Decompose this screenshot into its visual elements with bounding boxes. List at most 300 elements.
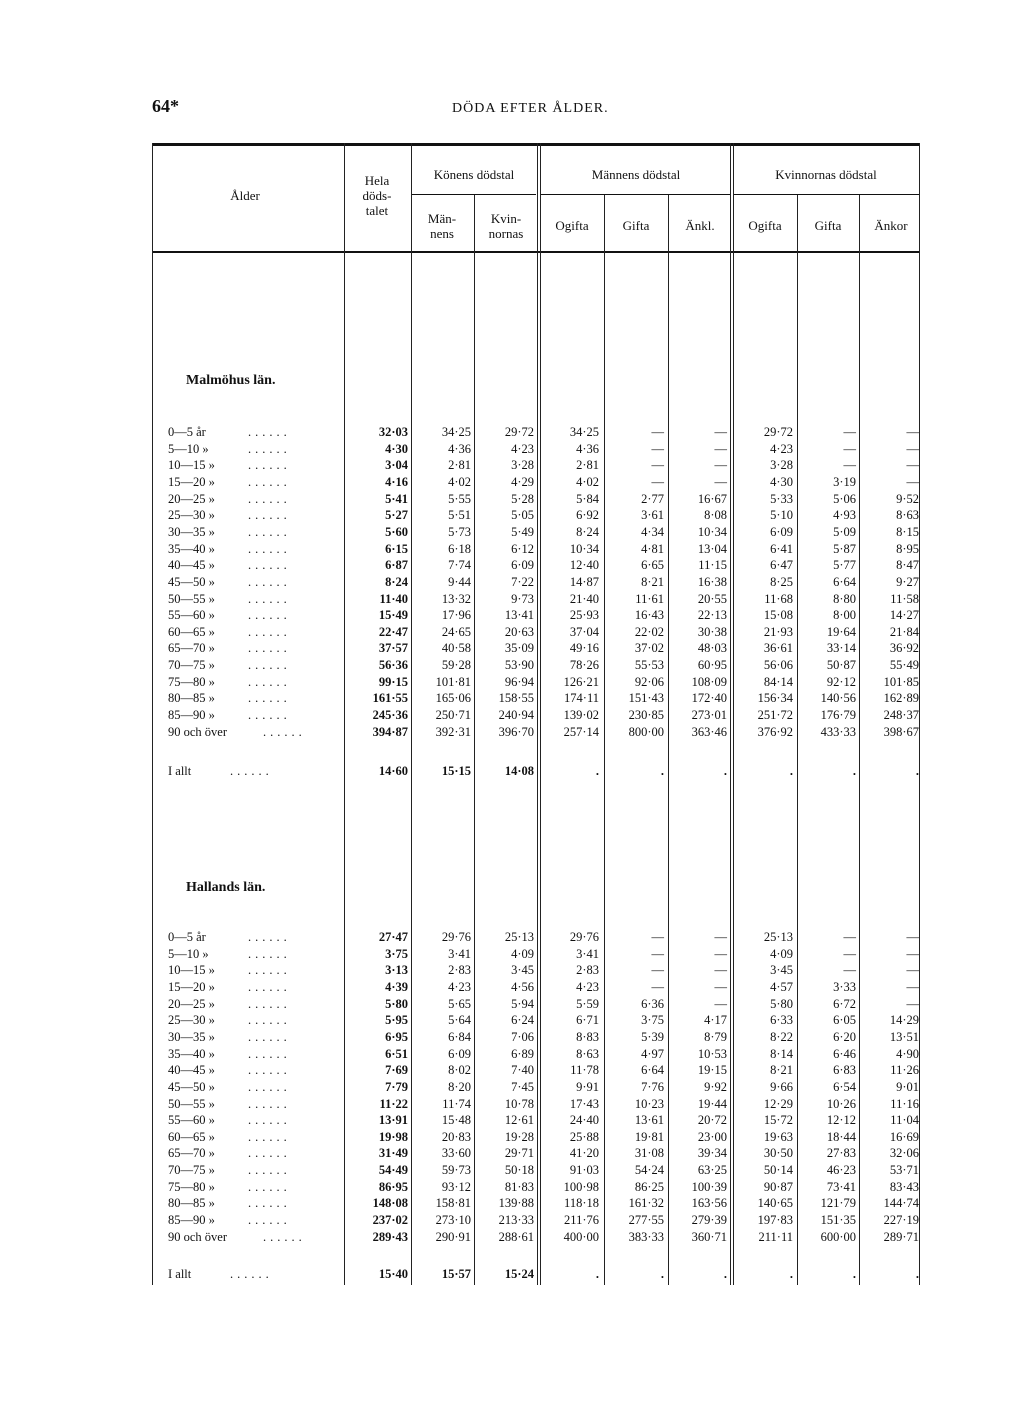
table-cell: 21·40	[569, 591, 599, 606]
age-label: 15—20 » ......	[168, 474, 291, 489]
table-cell: 8·63	[576, 1046, 599, 1061]
header-ankl: Änkl.	[685, 218, 715, 233]
table-cell: 31·49	[378, 1146, 408, 1161]
leader-dots: ......	[248, 508, 291, 523]
age-label: 75—80 » ......	[168, 1179, 291, 1194]
table-cell: —	[906, 441, 919, 456]
table-cell: 8·21	[641, 574, 664, 589]
table-cell: 161·55	[372, 691, 408, 706]
age-label: 90 och över ......	[168, 1229, 306, 1244]
table-cell: —	[651, 474, 664, 489]
table-cell: 3·45	[511, 963, 534, 978]
table-cell: 101·81	[435, 674, 471, 689]
table-cell: 211·11	[758, 1229, 793, 1244]
table-cell: 15·49	[378, 608, 408, 623]
age-label: 60—65 » ......	[168, 624, 291, 639]
table-cell: 433·33	[820, 724, 856, 739]
table-cell: 4·23	[576, 979, 599, 994]
table-cell: 6·18	[448, 541, 471, 556]
table-cell: 100·39	[691, 1179, 727, 1194]
table-cell: 3·41	[448, 946, 471, 961]
table-cell: 9·44	[448, 574, 471, 589]
table-row	[0, 1063, 1024, 1080]
table-cell: 139·02	[563, 708, 599, 723]
table-cell: 10·53	[697, 1046, 727, 1061]
table-cell: 376·92	[757, 724, 793, 739]
table-cell: —	[906, 930, 919, 944]
table-cell: 6·72	[833, 996, 856, 1011]
table-cell: 55·49	[889, 658, 919, 673]
table-cell: 37·02	[634, 641, 664, 656]
table-cell: 33·14	[826, 641, 856, 656]
table-cell: 7·45	[511, 1079, 534, 1094]
header-mannens-sub: Män- nens	[427, 211, 457, 241]
table-cell: 50·87	[826, 658, 856, 673]
table-row	[0, 1146, 1024, 1163]
leader-dots: ......	[248, 708, 291, 723]
table-cell: 5·27	[385, 508, 408, 523]
table-cell: 6·95	[385, 1029, 408, 1044]
table-cell: 29·76	[569, 930, 599, 944]
leader-dots: ......	[248, 558, 291, 573]
leader-dots: ......	[248, 541, 291, 556]
table-cell: 5·10	[770, 508, 793, 523]
table-cell: 211·76	[564, 1213, 599, 1228]
table-cell: 4·29	[511, 474, 534, 489]
table-cell: —	[843, 425, 856, 439]
table-row	[0, 592, 1024, 609]
table-cell: 172·40	[691, 691, 727, 706]
table-cell: 36·61	[763, 641, 793, 656]
table-cell: 5·87	[833, 541, 856, 556]
table-cell: 8·22	[770, 1029, 793, 1044]
total-cell: .	[789, 1267, 793, 1281]
table-cell: 14·27	[889, 608, 919, 623]
leader-dots: ......	[248, 608, 291, 623]
table-cell: 5·51	[448, 508, 471, 523]
table-cell: 20·55	[697, 591, 727, 606]
table-cell: 50·18	[504, 1163, 534, 1178]
leader-dots: ......	[248, 1063, 291, 1078]
table-cell: 13·41	[504, 608, 534, 623]
table-cell: 22·47	[378, 624, 408, 639]
table-cell: 84·14	[763, 674, 793, 689]
table-cell: 16·69	[889, 1129, 919, 1144]
header-gifta-kvinna: Gifta	[814, 218, 842, 233]
table-cell: 37·04	[569, 624, 599, 639]
table-cell: 20·72	[697, 1113, 727, 1128]
table-cell: 148·08	[372, 1196, 408, 1211]
table-cell: 383·33	[628, 1229, 664, 1244]
age-label: 40—45 » ......	[168, 1063, 291, 1078]
table-cell: 273·01	[691, 708, 727, 723]
table-cell: 2·81	[576, 458, 599, 473]
age-label: 15—20 » ......	[168, 979, 291, 994]
table-cell: 3·28	[770, 458, 793, 473]
table-cell: 176·79	[820, 708, 856, 723]
age-label: 50—55 » ......	[168, 1096, 291, 1111]
age-label: 10—15 » ......	[168, 458, 291, 473]
table-cell: 227·19	[883, 1213, 919, 1228]
total-cell: 15·24	[504, 1267, 534, 1281]
table-cell: 158·55	[498, 691, 534, 706]
table-cell: 162·89	[883, 691, 919, 706]
table-cell: 19·64	[826, 624, 856, 639]
leader-dots: ......	[248, 979, 291, 994]
table-cell: 6·46	[833, 1046, 856, 1061]
table-cell: 24·40	[569, 1113, 599, 1128]
table-cell: 40·58	[441, 641, 471, 656]
table-cell: 289·71	[883, 1229, 919, 1244]
total-cell: .	[660, 764, 664, 778]
table-cell: 8·20	[448, 1079, 471, 1094]
table-row	[0, 558, 1024, 575]
table-cell: 93·12	[441, 1179, 471, 1194]
table-row	[0, 1047, 1024, 1064]
table-row	[0, 508, 1024, 525]
table-cell: 6·64	[641, 1063, 664, 1078]
table-cell: 156·34	[757, 691, 793, 706]
table-row	[0, 458, 1024, 475]
table-cell: —	[843, 963, 856, 978]
leader-dots: ......	[248, 1163, 291, 1178]
table-cell: 63·25	[697, 1163, 727, 1178]
table-cell: 12·40	[569, 558, 599, 573]
table-cell: 6·89	[511, 1046, 534, 1061]
table-cell: 3·04	[385, 458, 408, 473]
table-cell: 288·61	[498, 1229, 534, 1244]
table-cell: 151·43	[628, 691, 664, 706]
table-cell: 15·72	[763, 1113, 793, 1128]
table-cell: 6·47	[770, 558, 793, 573]
table-row	[0, 691, 1024, 708]
table-row	[0, 425, 1024, 442]
leader-dots: ......	[248, 1146, 291, 1161]
age-label: 30—35 » ......	[168, 524, 291, 539]
table-cell: 54·49	[378, 1163, 408, 1178]
table-cell: 9·52	[896, 491, 919, 506]
table-cell: 86·95	[378, 1179, 408, 1194]
table-cell: 8·02	[448, 1063, 471, 1078]
table-cell: 19·63	[763, 1129, 793, 1144]
table-cell: 6·71	[576, 1013, 599, 1028]
table-cell: 2·83	[448, 963, 471, 978]
table-cell: 20·83	[441, 1129, 471, 1144]
leader-dots: ......	[263, 1229, 306, 1244]
table-row	[0, 980, 1024, 997]
leader-dots: ......	[248, 641, 291, 656]
table-cell: 48·03	[697, 641, 727, 656]
age-label: 45—50 » ......	[168, 1079, 291, 1094]
table-cell: 96·94	[504, 674, 534, 689]
table-cell: 8·15	[896, 524, 919, 539]
table-cell: 2·77	[641, 491, 664, 506]
table-cell: 392·31	[435, 724, 471, 739]
table-cell: 7·74	[448, 558, 471, 573]
age-label: 75—80 » ......	[168, 674, 291, 689]
table-cell: 6·92	[576, 508, 599, 523]
table-cell: 13·61	[634, 1113, 664, 1128]
total-cell: 14·08	[504, 764, 534, 778]
table-cell: 13·32	[441, 591, 471, 606]
leader-dots: ......	[248, 1113, 291, 1128]
table-cell: 25·88	[569, 1129, 599, 1144]
leader-dots: ......	[248, 1179, 291, 1194]
age-label: 45—50 » ......	[168, 574, 291, 589]
table-cell: —	[651, 425, 664, 439]
table-cell: 8·63	[896, 508, 919, 523]
table-cell: 17·96	[441, 608, 471, 623]
table-cell: —	[843, 441, 856, 456]
total-cell: .	[660, 1267, 664, 1281]
table-row	[0, 997, 1024, 1014]
table-cell: 6·36	[641, 996, 664, 1011]
total-cell: .	[852, 1267, 856, 1281]
table-cell: 4·93	[833, 508, 856, 523]
table-cell: 230·85	[628, 708, 664, 723]
leader-dots: ......	[248, 930, 291, 944]
table-cell: 4·17	[704, 1013, 727, 1028]
table-cell: 5·06	[833, 491, 856, 506]
table-cell: 8·83	[576, 1029, 599, 1044]
table-row	[0, 1080, 1024, 1097]
table-cell: 6·09	[448, 1046, 471, 1061]
table-cell: 5·60	[385, 524, 408, 539]
table-cell: 363·46	[691, 724, 727, 739]
table-cell: 6·15	[385, 541, 408, 556]
table-cell: —	[714, 425, 727, 439]
table-row	[0, 1196, 1024, 1213]
age-label: 85—90 » ......	[168, 708, 291, 723]
table-cell: 27·83	[826, 1146, 856, 1161]
table-cell: 50·14	[763, 1163, 793, 1178]
table-cell: 10·34	[697, 524, 727, 539]
table-cell: 92·12	[826, 674, 856, 689]
table-cell: —	[906, 474, 919, 489]
header-ogifta-kvinna: Ogifta	[748, 218, 782, 233]
age-label: 50—55 » ......	[168, 591, 291, 606]
section-title-hallands: Hallands län.	[186, 880, 266, 895]
table-cell: 151·35	[820, 1213, 856, 1228]
table-cell: 5·59	[576, 996, 599, 1011]
table-cell: —	[906, 996, 919, 1011]
table-cell: 25·13	[504, 930, 534, 944]
table-cell: 31·08	[634, 1146, 664, 1161]
table-cell: 4·34	[641, 524, 664, 539]
table-row	[0, 492, 1024, 509]
total-row	[0, 764, 1024, 781]
table-cell: 41·20	[569, 1146, 599, 1161]
table-cell: 6·12	[511, 541, 534, 556]
table-cell: 251·72	[757, 708, 793, 723]
leader-dots: ......	[248, 1096, 291, 1111]
age-label: 5—10 » ......	[168, 946, 291, 961]
table-cell: —	[906, 458, 919, 473]
table-cell: 400·00	[563, 1229, 599, 1244]
table-cell: 5·94	[511, 996, 534, 1011]
table-cell: 11·16	[890, 1096, 919, 1111]
table-cell: 5·77	[833, 558, 856, 573]
table-row	[0, 575, 1024, 592]
table-cell: 36·92	[889, 641, 919, 656]
age-label: 25—30 » ......	[168, 508, 291, 523]
table-cell: 21·84	[889, 624, 919, 639]
table-cell: —	[651, 930, 664, 944]
table-cell: 20·63	[504, 624, 534, 639]
table-cell: —	[651, 946, 664, 961]
table-cell: 161·32	[628, 1196, 664, 1211]
table-cell: 4·02	[576, 474, 599, 489]
table-row	[0, 608, 1024, 625]
table-cell: 9·91	[576, 1079, 599, 1094]
table-cell: 3·41	[576, 946, 599, 961]
age-label: 0—5 år ......	[168, 930, 291, 944]
table-cell: 19·28	[504, 1129, 534, 1144]
header-alder: Ålder	[230, 188, 260, 203]
table-cell: 4·97	[641, 1046, 664, 1061]
table-cell: 12·29	[763, 1096, 793, 1111]
table-cell: 4·09	[511, 946, 534, 961]
table-cell: 140·65	[757, 1196, 793, 1211]
table-cell: 4·23	[770, 441, 793, 456]
leader-dots: ......	[248, 1129, 291, 1144]
leader-dots: ......	[248, 458, 291, 473]
table-cell: 10·78	[504, 1096, 534, 1111]
table-row	[0, 1130, 1024, 1147]
age-label: 35—40 » ......	[168, 541, 291, 556]
table-cell: 33·60	[441, 1146, 471, 1161]
table-row	[0, 725, 1024, 742]
table-cell: 3·33	[833, 979, 856, 994]
table-cell: 4·57	[770, 979, 793, 994]
table-row	[0, 641, 1024, 658]
table-cell: 6·64	[833, 574, 856, 589]
table-cell: 16·67	[697, 491, 727, 506]
table-cell: 6·20	[833, 1029, 856, 1044]
table-cell: 3·13	[385, 963, 408, 978]
table-cell: 8·79	[704, 1029, 727, 1044]
age-label: 5—10 » ......	[168, 441, 291, 456]
leader-dots: ......	[248, 1029, 291, 1044]
age-label: 40—45 » ......	[168, 558, 291, 573]
table-row	[0, 625, 1024, 642]
table-cell: —	[651, 441, 664, 456]
table-cell: 163·56	[691, 1196, 727, 1211]
table-cell: 396·70	[498, 724, 534, 739]
table-row	[0, 1163, 1024, 1180]
age-label: 20—25 » ......	[168, 491, 291, 506]
leader-dots: ......	[248, 491, 291, 506]
table-cell: 4·23	[448, 979, 471, 994]
table-cell: 237·02	[372, 1213, 408, 1228]
leader-dots: ......	[248, 963, 291, 978]
leader-dots: ......	[248, 524, 291, 539]
table-cell: 6·87	[385, 558, 408, 573]
table-cell: 15·08	[763, 608, 793, 623]
table-cell: 3·75	[385, 946, 408, 961]
table-cell: 37·57	[378, 641, 408, 656]
table-cell: 5·41	[385, 491, 408, 506]
table-cell: 6·65	[641, 558, 664, 573]
table-row	[0, 475, 1024, 492]
table-cell: 19·15	[697, 1063, 727, 1078]
table-cell: 7·40	[511, 1063, 534, 1078]
leader-dots: ......	[248, 658, 291, 673]
table-cell: —	[714, 474, 727, 489]
table-cell: 15·48	[441, 1113, 471, 1128]
table-cell: 5·80	[770, 996, 793, 1011]
table-row	[0, 675, 1024, 692]
table-cell: 53·71	[889, 1163, 919, 1178]
table-cell: 22·13	[697, 608, 727, 623]
table-cell: 9·27	[896, 574, 919, 589]
table-cell: 4·36	[448, 441, 471, 456]
table-cell: 7·79	[385, 1079, 408, 1094]
table-cell: 6·84	[448, 1029, 471, 1044]
leader-dots: ......	[248, 1079, 291, 1094]
table-cell: 290·91	[435, 1229, 471, 1244]
table-cell: 46·23	[826, 1163, 856, 1178]
table-cell: —	[906, 425, 919, 439]
table-cell: 83·43	[889, 1179, 919, 1194]
table-cell: 4·30	[385, 441, 408, 456]
table-cell: 3·61	[641, 508, 664, 523]
table-cell: 108·09	[691, 674, 727, 689]
leader-dots: ......	[248, 1213, 291, 1228]
table-cell: 11·74	[442, 1096, 471, 1111]
table-cell: 4·09	[770, 946, 793, 961]
table-cell: 158·81	[435, 1196, 471, 1211]
age-label: 30—35 » ......	[168, 1029, 291, 1044]
leader-dots: ......	[248, 474, 291, 489]
total-row	[0, 1267, 1024, 1284]
table-cell: 5·09	[833, 524, 856, 539]
table-cell: 11·04	[890, 1113, 919, 1128]
table-cell: —	[714, 458, 727, 473]
leader-dots: ......	[248, 946, 291, 961]
table-cell: 4·30	[770, 474, 793, 489]
table-cell: 8·80	[833, 591, 856, 606]
age-label: 70—75 » ......	[168, 658, 291, 673]
table-cell: 55·53	[634, 658, 664, 673]
header-mannens: Männens dödstal	[591, 167, 681, 182]
leader-dots: ......	[248, 1013, 291, 1028]
leader-dots: ......	[248, 674, 291, 689]
total-cell: .	[723, 764, 727, 778]
table-cell: 16·43	[634, 608, 664, 623]
table-cell: 19·98	[378, 1129, 408, 1144]
table-cell: 8·14	[770, 1046, 793, 1061]
table-cell: 7·06	[511, 1029, 534, 1044]
table-cell: 248·37	[883, 708, 919, 723]
age-label: 65—70 » ......	[168, 641, 291, 656]
age-label: 0—5 år ......	[168, 425, 291, 439]
header-gifta-man: Gifta	[622, 218, 650, 233]
table-row	[0, 930, 1024, 947]
table-cell: 118·18	[564, 1196, 599, 1211]
table-cell: 2·81	[448, 458, 471, 473]
table-cell: 9·66	[770, 1079, 793, 1094]
table-cell: 10·23	[634, 1096, 664, 1111]
table-cell: 34·25	[569, 425, 599, 439]
total-cell: .	[723, 1267, 727, 1281]
age-label: 70—75 » ......	[168, 1163, 291, 1178]
header-hela: Hela döds- talet	[362, 173, 392, 218]
table-cell: 14·29	[889, 1013, 919, 1028]
table-cell: 29·72	[763, 425, 793, 439]
table-cell: —	[906, 979, 919, 994]
page-number: 64*	[152, 96, 179, 116]
